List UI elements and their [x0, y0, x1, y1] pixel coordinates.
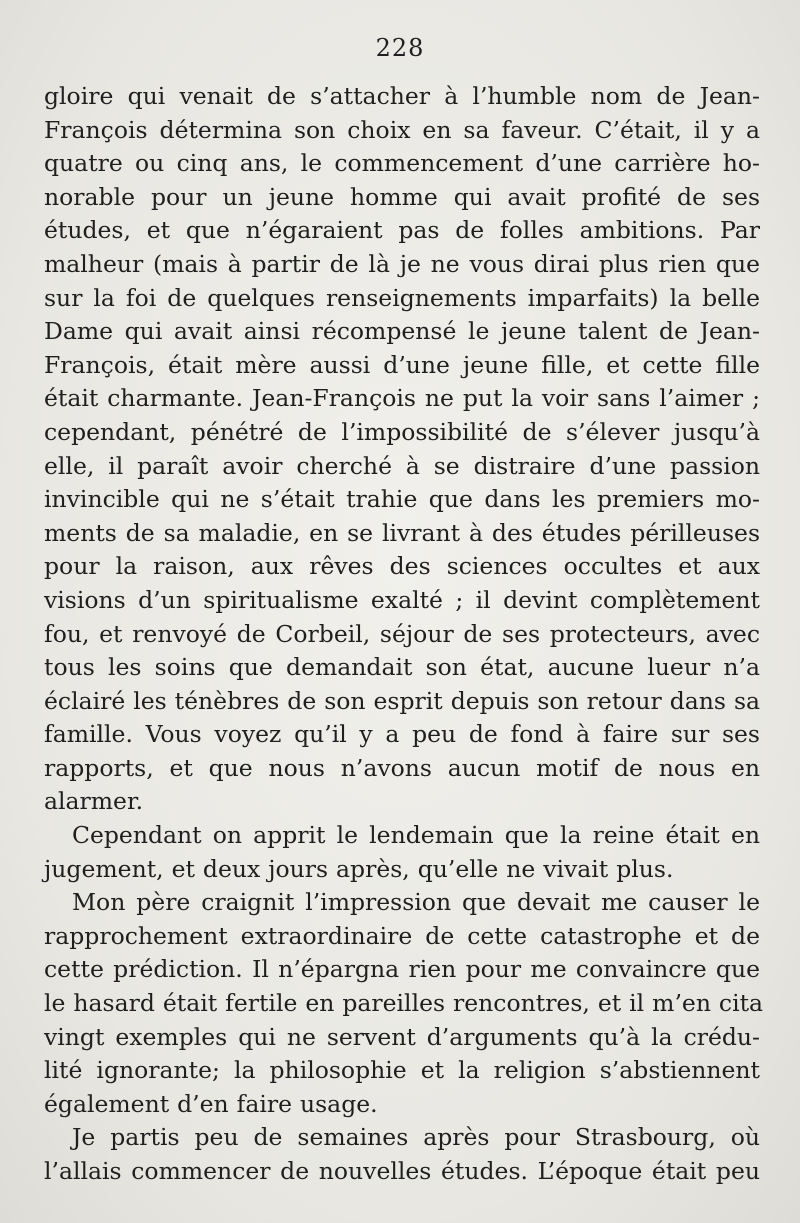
text-line: Cependant on apprit le lendemain que la reine était en — [72, 821, 760, 850]
paragraph — [44, 819, 760, 886]
text-line: ments de sa maladie, en se livrant à des études périlleuses — [44, 518, 760, 547]
text-line: norable pour un jeune homme qui avait profité de ses — [44, 182, 760, 211]
text-line: Dame qui avait ainsi récompensé le jeune talent de Jean- — [44, 317, 760, 346]
text-line: elle, il paraît avoir cherché à se distraire d’une passion — [44, 451, 760, 480]
text-line: famille. Vous voyez qu’il y a peu de fond à faire sur ses — [44, 720, 760, 749]
paragraph — [44, 886, 764, 1121]
text-line: pour la raison, aux rêves des sciences occultes et aux — [44, 552, 760, 581]
text-line: Je partis peu de semaines après pour Strasbourg, où — [72, 1123, 760, 1152]
text-line: François détermina son choix en sa faveur. C’était, il y a — [44, 115, 760, 144]
text-line: gloire qui venait de s’attacher à l’humble nom de Jean- — [44, 82, 760, 110]
text-line: visions d’un spiritualisme exalté ; il devint complètement — [44, 585, 760, 614]
text-line: études, et que n’égaraient pas de folles ambitions. Par — [44, 216, 760, 245]
text-line: cette prédiction. Il n’épargna rien pour me convaincre que — [44, 955, 760, 984]
text-line: Mon père craignit l’impression que devait me causer le — [72, 888, 760, 917]
text-line: tous les soins que demandait son état, aucune lueur n’a — [44, 653, 760, 682]
paragraph — [44, 80, 760, 819]
body-text — [44, 80, 764, 1189]
text-line: jugement, et deux jours après, qu’elle ne vivait plus. — [44, 854, 674, 883]
text-line: quatre ou cinq ans, le commencement d’une carrière ho- — [44, 149, 760, 178]
paragraph — [44, 1121, 760, 1188]
text-line: rapports, et que nous n’avons aucun motif de nous en — [44, 753, 760, 782]
text-line: était charmante. Jean-François ne put la voir sans l’aimer ; — [44, 384, 760, 413]
text-line: vingt exemples qui ne servent d’arguments qu’à la crédu- — [44, 1022, 760, 1051]
text-line: rapprochement extraordinaire de cette catastrophe et de — [44, 921, 760, 950]
text-line: fou, et renvoyé de Corbeil, séjour de ses protecteurs, avec — [44, 619, 760, 648]
text-line: lité ignorante; la philosophie et la religion s’abstiennent — [44, 1056, 760, 1085]
text-line: François, était mère aussi d’une jeune fille, et cette fille — [44, 350, 760, 379]
text-line: cependant, pénétré de l’impossibilité de s’élever jusqu’à — [44, 417, 760, 446]
text-line: sur la foi de quelques renseignements imparfaits) la belle — [44, 283, 760, 312]
text-line: invincible qui ne s’était trahie que dans les premiers mo- — [44, 485, 760, 514]
page-number: 228 — [375, 34, 425, 62]
text-line: éclairé les ténèbres de son esprit depuis son retour dans sa — [44, 686, 761, 715]
text-line: malheur (mais à partir de là je ne vous dirai plus rien que — [44, 249, 760, 278]
text-line: également d’en faire usage. — [44, 1089, 378, 1118]
text-line: l’allais commencer de nouvelles études. L’époque était peu — [44, 1157, 760, 1185]
text-line: le hasard était fertile en pareilles rencontres, et il m’en cita — [44, 989, 764, 1018]
text-line: alarmer. — [44, 787, 144, 816]
